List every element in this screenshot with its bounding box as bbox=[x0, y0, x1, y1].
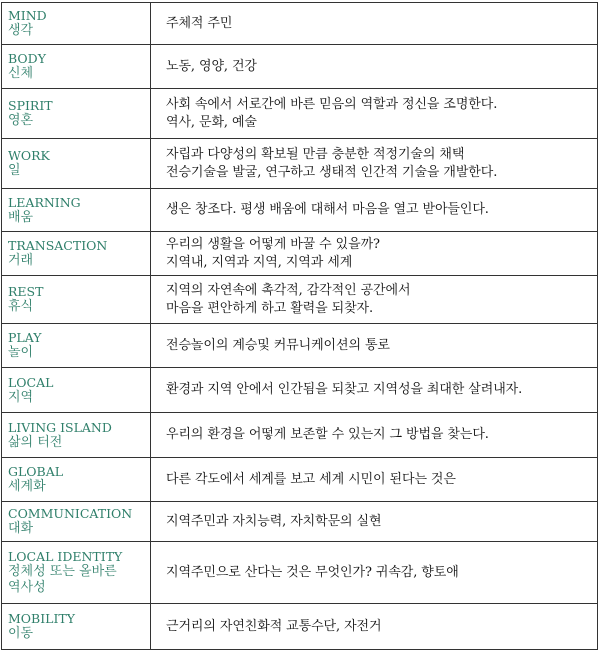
table-row bbox=[2, 542, 598, 604]
table-row bbox=[2, 413, 598, 458]
table-row bbox=[2, 3, 598, 45]
description-line: 환경과 지역 안에서 인간됨을 되찾고 지역성을 최대한 살려내자. bbox=[166, 382, 523, 397]
category-cell bbox=[2, 45, 151, 89]
description-line: 전승기술을 발굴, 연구하고 생태적 인간적 기술을 개발한다. bbox=[166, 164, 498, 180]
category-cell bbox=[2, 413, 151, 458]
table-row bbox=[2, 458, 598, 502]
description-cell bbox=[151, 604, 598, 650]
category-cell bbox=[2, 139, 151, 189]
description-cell bbox=[151, 324, 598, 368]
description-cell bbox=[151, 3, 598, 45]
category-korean: 거래 bbox=[8, 253, 34, 268]
category-korean: 영혼 bbox=[8, 113, 34, 128]
category-english: LEARNING bbox=[8, 194, 81, 210]
table-row bbox=[2, 45, 598, 89]
table-row bbox=[2, 502, 598, 542]
category-english: MOBILITY bbox=[8, 611, 75, 626]
category-cell bbox=[2, 3, 151, 45]
values-table bbox=[1, 2, 598, 650]
table-row bbox=[2, 89, 598, 139]
category-korean: 이동 bbox=[8, 626, 34, 641]
category-korean: 역사성 bbox=[8, 580, 46, 595]
description-line: 다른 각도에서 세계를 보고 세계 시민이 된다는 것은 bbox=[166, 471, 456, 487]
category-korean: 휴식 bbox=[8, 299, 34, 314]
description-cell bbox=[151, 458, 598, 502]
category-korean: 세계화 bbox=[8, 479, 46, 494]
category-korean: 일 bbox=[8, 163, 21, 178]
table-row bbox=[2, 276, 598, 324]
category-cell bbox=[2, 368, 151, 413]
description-cell bbox=[151, 45, 598, 89]
category-english: LOCAL IDENTITY bbox=[8, 549, 123, 564]
description-cell bbox=[151, 502, 598, 542]
table-row bbox=[2, 189, 598, 232]
description-line: 마음을 편안하게 하고 활력을 되찾자. bbox=[166, 300, 374, 316]
category-cell bbox=[2, 89, 151, 139]
category-english: PLAY bbox=[8, 330, 42, 345]
description-line: 지역주민으로 산다는 것은 무엇인가? 귀속감, 향토애 bbox=[166, 564, 459, 580]
table-row bbox=[2, 232, 598, 276]
table-row bbox=[2, 604, 598, 650]
category-korean: 생각 bbox=[8, 23, 34, 38]
description-line: 지역의 자연속에 촉각적, 감각적인 공간에서 bbox=[166, 282, 411, 298]
category-english: GLOBAL bbox=[8, 464, 64, 479]
description-cell bbox=[151, 542, 598, 604]
category-english: LIVING ISLAND bbox=[8, 419, 112, 435]
description-cell bbox=[151, 89, 598, 139]
description-line: 우리의 생활을 어떻게 바꿀 수 있을까? bbox=[166, 236, 380, 252]
category-english: REST bbox=[8, 284, 44, 299]
category-korean: 신체 bbox=[8, 66, 34, 81]
category-korean: 놀이 bbox=[8, 345, 34, 360]
description-line: 우리의 환경을 어떻게 보존할 수 있는지 그 방법을 찾는다. bbox=[166, 427, 489, 442]
description-line: 지역내, 지역과 지역, 지역과 세계 bbox=[166, 254, 353, 270]
category-cell bbox=[2, 542, 151, 604]
description-cell bbox=[151, 413, 598, 458]
category-korean: 삶의 터전 bbox=[8, 434, 63, 450]
category-korean: 지역 bbox=[8, 389, 34, 405]
category-english: TRANSACTION bbox=[8, 238, 108, 253]
category-cell bbox=[2, 189, 151, 232]
table-row bbox=[2, 139, 598, 189]
description-cell bbox=[151, 232, 598, 276]
category-korean: 정체성 또는 올바른 bbox=[8, 564, 117, 579]
category-english: WORK bbox=[8, 148, 50, 163]
category-cell bbox=[2, 502, 151, 542]
description-line: 노동, 영양, 건강 bbox=[166, 58, 257, 74]
description-cell bbox=[151, 368, 598, 413]
description-cell bbox=[151, 189, 598, 232]
category-korean: 배움 bbox=[8, 209, 34, 225]
description-line: 전승놀이의 계승및 커뮤니케이션의 통로 bbox=[166, 337, 390, 353]
description-line: 지역주민과 자치능력, 자치학문의 실현 bbox=[166, 513, 382, 529]
description-cell bbox=[151, 139, 598, 189]
category-english: LOCAL bbox=[8, 374, 54, 390]
category-cell bbox=[2, 604, 151, 650]
category-english: BODY bbox=[8, 51, 46, 66]
category-english: COMMUNICATION bbox=[8, 506, 133, 521]
category-cell bbox=[2, 458, 151, 502]
description-line: 역사, 문화, 예술 bbox=[166, 114, 257, 130]
description-line: 사회 속에서 서로간에 바른 믿음의 역할과 정신을 조명한다. bbox=[166, 96, 498, 112]
category-korean: 대화 bbox=[8, 521, 34, 536]
table-row bbox=[2, 368, 598, 413]
category-cell bbox=[2, 232, 151, 276]
table-row bbox=[2, 324, 598, 368]
category-cell bbox=[2, 276, 151, 324]
description-line: 주체적 주민 bbox=[166, 15, 233, 31]
description-line: 생은 창조다. 평생 배움에 대해서 마음을 열고 받아들인다. bbox=[166, 202, 489, 217]
description-line: 근거리의 자연친화적 교통수단, 자전거 bbox=[166, 618, 382, 634]
description-line: 자립과 다양성의 확보될 만큼 충분한 적정기술의 채택 bbox=[166, 146, 465, 162]
category-english: SPIRIT bbox=[8, 98, 53, 113]
category-english: MIND bbox=[8, 8, 47, 23]
description-cell bbox=[151, 276, 598, 324]
category-cell bbox=[2, 324, 151, 368]
